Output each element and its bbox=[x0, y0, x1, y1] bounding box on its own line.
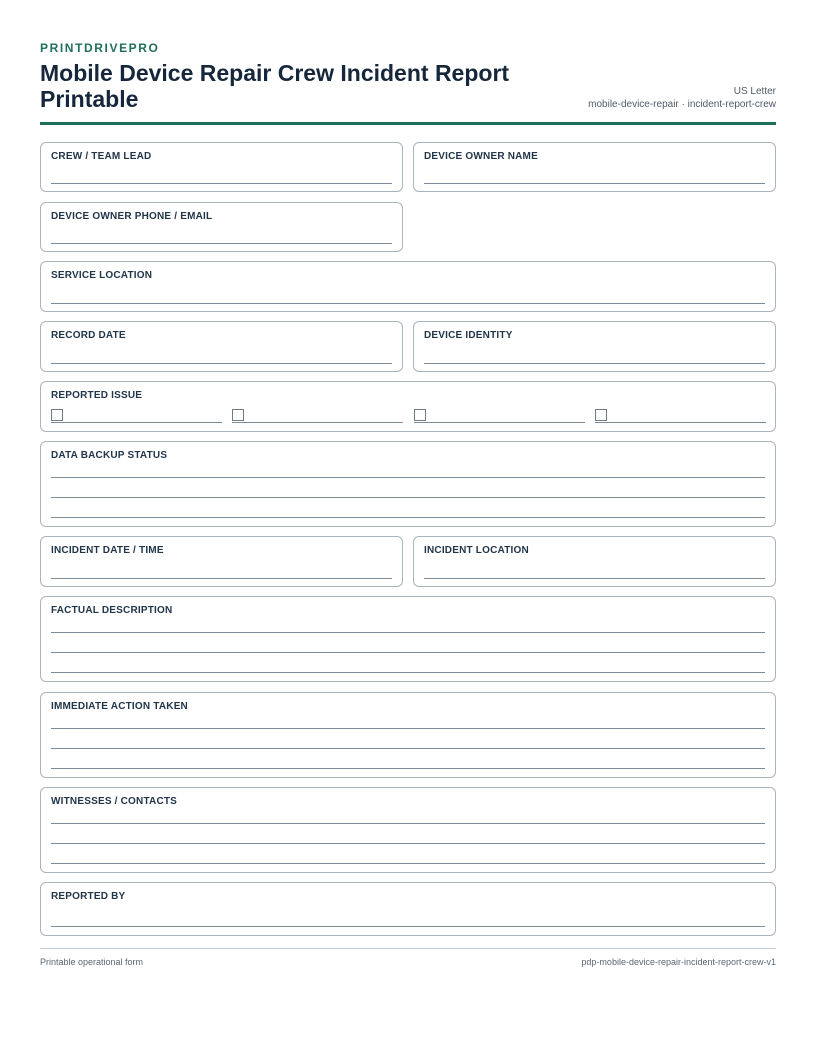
field-label: WITNESSES / CONTACTS bbox=[51, 796, 178, 807]
write-line[interactable] bbox=[51, 517, 765, 518]
device-identity-field[interactable] bbox=[413, 321, 776, 372]
write-line[interactable] bbox=[51, 303, 765, 304]
write-line[interactable] bbox=[51, 823, 765, 824]
immediate-action-field[interactable] bbox=[40, 692, 776, 778]
paper-size: US Letter bbox=[733, 86, 776, 97]
checkbox[interactable] bbox=[595, 409, 607, 421]
checkbox[interactable] bbox=[51, 409, 63, 421]
write-line[interactable] bbox=[51, 748, 765, 749]
write-line[interactable] bbox=[51, 652, 765, 653]
brand-name: PRINTDRIVEPRO bbox=[40, 41, 160, 55]
field-label: INCIDENT DATE / TIME bbox=[51, 545, 164, 556]
write-line[interactable] bbox=[51, 672, 765, 673]
owner-name-field[interactable] bbox=[413, 142, 776, 192]
field-label: IMMEDIATE ACTION TAKEN bbox=[51, 701, 188, 712]
field-label: DEVICE OWNER NAME bbox=[424, 151, 538, 162]
witnesses-field[interactable] bbox=[40, 787, 776, 873]
factual-description-field[interactable] bbox=[40, 596, 776, 682]
write-line[interactable] bbox=[424, 363, 765, 364]
reported-by-field[interactable] bbox=[40, 882, 776, 936]
write-line[interactable] bbox=[51, 477, 765, 478]
write-line[interactable] bbox=[51, 728, 765, 729]
checkbox[interactable] bbox=[414, 409, 426, 421]
page-title: Mobile Device Repair Crew Incident Report Printable bbox=[40, 60, 510, 112]
field-label: CREW / TEAM LEAD bbox=[51, 151, 152, 162]
footer-note: Printable operational form bbox=[40, 957, 144, 967]
write-line[interactable] bbox=[424, 578, 765, 579]
reported-issue-field bbox=[40, 381, 776, 432]
write-line[interactable] bbox=[51, 926, 765, 927]
write-line[interactable] bbox=[51, 632, 765, 633]
write-line[interactable] bbox=[51, 863, 765, 864]
field-label: FACTUAL DESCRIPTION bbox=[51, 605, 173, 616]
issue-option-4[interactable] bbox=[595, 408, 766, 423]
field-label: INCIDENT LOCATION bbox=[424, 545, 529, 556]
write-line[interactable] bbox=[51, 843, 765, 844]
footer-divider bbox=[40, 948, 776, 949]
write-line[interactable] bbox=[51, 768, 765, 769]
issue-option-1[interactable] bbox=[51, 408, 222, 423]
field-label: REPORTED ISSUE bbox=[51, 390, 143, 401]
field-label: SERVICE LOCATION bbox=[51, 270, 153, 281]
write-line[interactable] bbox=[424, 183, 765, 184]
write-line[interactable] bbox=[51, 497, 765, 498]
service-location-field[interactable] bbox=[40, 261, 776, 312]
write-line[interactable] bbox=[51, 243, 392, 244]
field-label: DEVICE IDENTITY bbox=[424, 330, 513, 341]
field-label: DATA BACKUP STATUS bbox=[51, 450, 168, 461]
data-backup-field[interactable] bbox=[40, 441, 776, 527]
form-slug: mobile-device-repair · incident-report-crew bbox=[588, 99, 776, 110]
field-label: DEVICE OWNER PHONE / EMAIL bbox=[51, 211, 213, 222]
page-header bbox=[40, 40, 776, 125]
write-line[interactable] bbox=[51, 578, 392, 579]
document-meta bbox=[588, 85, 776, 111]
form-id: pdp-mobile-device-repair-incident-report-crew-v1 bbox=[581, 957, 776, 967]
issue-option-3[interactable] bbox=[414, 408, 585, 423]
incident-location-field[interactable] bbox=[413, 536, 776, 587]
write-line[interactable] bbox=[51, 363, 392, 364]
issue-option-2[interactable] bbox=[232, 408, 403, 423]
write-line[interactable] bbox=[51, 183, 392, 184]
field-label: RECORD DATE bbox=[51, 330, 126, 341]
owner-contact-field[interactable] bbox=[40, 202, 403, 252]
field-label: REPORTED BY bbox=[51, 891, 126, 902]
incident-datetime-field[interactable] bbox=[40, 536, 403, 587]
checkbox[interactable] bbox=[232, 409, 244, 421]
record-date-field[interactable] bbox=[40, 321, 403, 372]
crew-lead-field[interactable] bbox=[40, 142, 403, 192]
